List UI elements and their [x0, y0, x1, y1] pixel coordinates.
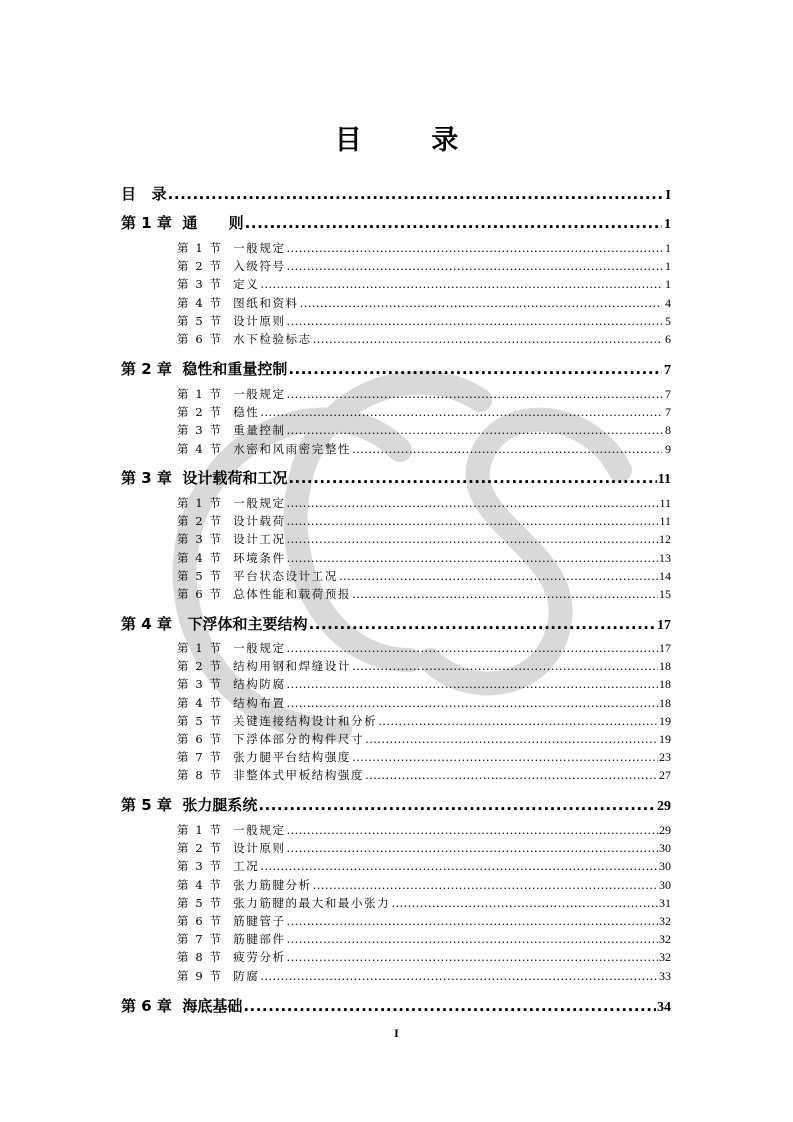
- toc-leader-dots: [287, 696, 658, 710]
- toc-leader-dots: [287, 496, 659, 510]
- toc-section-title: 第 1 节 一般规定: [177, 496, 286, 510]
- toc-section-title: 第 3 节 结构防腐: [177, 677, 286, 692]
- toc-section-entry[interactable]: [177, 676, 671, 692]
- toc-section-page: 11: [659, 514, 671, 529]
- toc-chapter-entry[interactable]: [121, 212, 671, 232]
- toc-section-page: 18: [659, 659, 671, 674]
- toc-chapter-title: 第 2 章 稳性和重量控制: [121, 360, 288, 378]
- toc-section-page: 32: [659, 932, 671, 947]
- toc-section-title: 第 8 节 疲劳分析: [177, 950, 286, 965]
- toc-section-title: 第 2 节 结构用钢和焊缝设计: [177, 659, 352, 674]
- toc-leader-dots: [288, 469, 656, 487]
- toc-section-page: 18: [659, 695, 671, 710]
- toc-leader-dots: [287, 532, 658, 546]
- toc-section-entry[interactable]: [177, 749, 671, 765]
- toc-section-entry[interactable]: [177, 767, 671, 783]
- toc-chapter-page: 34: [657, 1000, 671, 1015]
- toc-section-title: 第 4 节 环境条件: [177, 550, 286, 565]
- toc-chapter-page: 29: [657, 799, 671, 814]
- toc-section-title: 第 2 节 稳性: [177, 405, 260, 420]
- toc-section-title: 第 6 节 水下检验标志: [177, 332, 312, 346]
- toc-leader-dots: [260, 969, 658, 983]
- toc-chapter-entry[interactable]: [121, 995, 671, 1015]
- toc-section-title: 第 9 节 防腐: [177, 968, 260, 983]
- toc-section-page: 1: [665, 277, 671, 292]
- toc-section-entry[interactable]: [177, 877, 671, 893]
- toc-section-title: 第 1 节 一般规定: [177, 241, 286, 255]
- toc-leader-dots: [287, 551, 658, 565]
- toc-chapter-title: 第 6 章 海底基础: [121, 997, 243, 1015]
- toc-leader-dots: [287, 241, 662, 255]
- toc-chapter-title: 第 1 章 通 则: [121, 214, 244, 232]
- toc-section-entry[interactable]: [177, 695, 671, 711]
- toc-leader-dots: [287, 841, 658, 855]
- toc-section-entry[interactable]: [177, 713, 671, 729]
- toc-leader-dots: [287, 914, 658, 928]
- toc-section-entry[interactable]: [177, 822, 671, 838]
- toc-section-title: 第 5 节 平台状态设计工况: [177, 568, 338, 583]
- toc-section-entry[interactable]: [177, 840, 671, 856]
- toc-section-page: 27: [659, 768, 671, 783]
- toc-section-entry[interactable]: [177, 422, 671, 438]
- toc-section-entry[interactable]: [177, 258, 671, 274]
- toc-section-page: 13: [659, 550, 671, 565]
- toc-leader-dots: [288, 360, 662, 378]
- toc-section-entry[interactable]: [177, 895, 671, 911]
- toc-section-page: 32: [659, 950, 671, 965]
- toc-section-title: 第 2 节 设计载荷: [177, 514, 286, 529]
- toc-chapter-page: 7: [664, 363, 671, 378]
- toc-section-title: 第 5 节 关键连接结构设计和分析: [177, 713, 378, 728]
- toc-section-title: 第 6 节 下浮体部分的构件尺寸: [177, 732, 365, 746]
- toc-leader-dots: [287, 259, 662, 273]
- toc-section-entry[interactable]: [177, 640, 671, 656]
- toc-section-entry[interactable]: [177, 404, 671, 420]
- toc-leader-dots: [313, 878, 658, 892]
- toc-section-title: 第 6 节 筋腱管子: [177, 914, 286, 928]
- toc-section-title: 第 1 节 一般规定: [177, 387, 286, 401]
- toc-section-page: 14: [659, 568, 671, 583]
- toc-section-page: 12: [659, 532, 671, 547]
- toc-leader-dots: [287, 950, 658, 964]
- toc-section-entry[interactable]: [177, 949, 671, 965]
- toc-section-title: 第 4 节 图纸和资料: [177, 295, 299, 310]
- toc-section-title: 第 8 节 非整体式甲板结构强度: [177, 768, 365, 783]
- toc-section-entry[interactable]: [177, 968, 671, 984]
- toc-leader-dots: [287, 932, 658, 946]
- toc-section-title: 第 6 节 总体性能和载荷预报: [177, 587, 352, 601]
- toc-section-entry[interactable]: [177, 531, 671, 547]
- toc-leader-dots: [260, 277, 662, 291]
- toc-section-title: 第 4 节 结构布置: [177, 695, 286, 710]
- toc-section-page: 30: [659, 877, 671, 892]
- toc-chapter-entry[interactable]: [121, 467, 671, 487]
- toc-chapter-page: I: [665, 188, 671, 203]
- toc-section-page: 7: [665, 405, 671, 420]
- toc-chapter-entry[interactable]: [121, 613, 671, 633]
- toc-leader-dots: [168, 185, 662, 203]
- toc-section-title: 第 3 节 重量控制: [177, 423, 286, 438]
- toc-leader-dots: [309, 615, 656, 633]
- toc-leader-dots: [287, 387, 662, 401]
- toc-section-entry[interactable]: [177, 240, 671, 256]
- toc-chapter-entry[interactable]: [121, 794, 671, 814]
- toc-section-page: 33: [659, 968, 671, 983]
- toc-section-page: 6: [665, 332, 671, 346]
- toc-leader-dots: [260, 405, 662, 419]
- toc-leader-dots: [245, 214, 662, 232]
- toc-section-title: 第 2 节 设计原则: [177, 841, 286, 856]
- toc-section-entry[interactable]: [177, 568, 671, 584]
- toc-section-title: 第 1 节 一般规定: [177, 823, 286, 837]
- toc-section-page: 15: [659, 587, 671, 601]
- toc-chapter-page: 1: [664, 217, 671, 232]
- toc-chapter-page: 17: [657, 618, 671, 633]
- toc-leader-dots: [378, 714, 658, 728]
- toc-section-title: 第 7 节 筋腱部件: [177, 932, 286, 947]
- toc-section-entry[interactable]: [177, 331, 671, 347]
- toc-section-page: 4: [665, 295, 671, 310]
- toc-section-entry[interactable]: [177, 658, 671, 674]
- toc-section-title: 第 3 节 定义: [177, 277, 260, 292]
- toc-section-entry[interactable]: [177, 858, 671, 874]
- toc-section-entry[interactable]: [177, 513, 671, 529]
- toc-section-page: 30: [659, 841, 671, 856]
- toc-chapter-title: 第 3 章 设计载荷和工况: [121, 469, 288, 487]
- toc-section-page: 1: [665, 259, 671, 274]
- toc-leader-dots: [287, 514, 659, 528]
- toc-leader-dots: [287, 677, 658, 691]
- toc-section-page: 7: [665, 387, 671, 401]
- toc-section-entry[interactable]: [177, 586, 671, 602]
- toc-section-page: 8: [665, 423, 671, 438]
- toc-section-page: 31: [659, 895, 671, 910]
- toc-section-page: 32: [659, 914, 671, 928]
- toc-leader-dots: [258, 796, 656, 814]
- toc-chapter-entry[interactable]: [121, 183, 671, 203]
- toc-section-entry[interactable]: [177, 913, 671, 929]
- toc-section-entry[interactable]: [177, 276, 671, 292]
- toc-leader-dots: [313, 332, 662, 346]
- toc-section-page: 17: [659, 641, 671, 655]
- toc-section-entry[interactable]: [177, 295, 671, 311]
- toc-section-page: 5: [665, 313, 671, 328]
- toc-section-title: 第 5 节 张力筋腱的最大和最小张力: [177, 895, 391, 910]
- toc-section-title: 第 4 节 张力筋腱分析: [177, 877, 312, 892]
- toc-section-title: 第 4 节 水密和风雨密完整性: [177, 441, 352, 456]
- toc-section-page: 18: [659, 677, 671, 692]
- toc-section-page: 19: [659, 732, 671, 746]
- toc-leader-dots: [391, 896, 658, 910]
- toc-leader-dots: [339, 569, 658, 583]
- toc-section-entry[interactable]: [177, 931, 671, 947]
- toc-leader-dots: [287, 314, 662, 328]
- toc-leader-dots: [287, 823, 658, 837]
- toc-section-page: 29: [659, 823, 671, 837]
- page-title: 目 录: [334, 125, 489, 156]
- toc-leader-dots: [365, 732, 658, 746]
- toc-section-page: 1: [665, 241, 671, 255]
- toc-section-title: 第 2 节 入级符号: [177, 259, 286, 274]
- toc-leader-dots: [243, 997, 656, 1015]
- toc-section-entry[interactable]: [177, 731, 671, 747]
- toc-section-page: 23: [659, 750, 671, 765]
- toc-leader-dots: [352, 659, 658, 673]
- toc-section-page: 30: [659, 859, 671, 874]
- toc-section-entry[interactable]: [177, 550, 671, 566]
- toc-leader-dots: [365, 768, 658, 782]
- toc-section-page: 19: [659, 713, 671, 728]
- toc-section-title: 第 1 节 一般规定: [177, 641, 286, 655]
- toc-section-title: 第 5 节 设计原则: [177, 313, 286, 328]
- toc-chapter-entry[interactable]: [121, 358, 671, 378]
- toc-chapter-title: 第 4 章 下浮体和主要结构: [121, 615, 308, 633]
- toc-chapter-title: 目 录: [121, 185, 167, 203]
- toc-chapter-title: 第 5 章 张力腿系统: [121, 796, 258, 814]
- toc-leader-dots: [300, 296, 662, 310]
- toc-leader-dots: [287, 423, 662, 437]
- page-number: I: [394, 1026, 399, 1040]
- toc-section-entry[interactable]: [177, 495, 671, 511]
- toc-section-page: 11: [659, 496, 671, 510]
- toc-section-page: 9: [665, 441, 671, 456]
- toc-leader-dots: [287, 641, 658, 655]
- toc-leader-dots: [352, 750, 658, 764]
- toc-section-entry[interactable]: [177, 386, 671, 402]
- toc-leader-dots: [352, 587, 658, 601]
- toc-section-title: 第 3 节 工况: [177, 859, 260, 874]
- toc-section-title: 第 3 节 设计工况: [177, 532, 286, 547]
- toc-leader-dots: [352, 442, 662, 456]
- toc-leader-dots: [260, 859, 658, 873]
- toc-section-entry[interactable]: [177, 313, 671, 329]
- toc-chapter-page: 11: [657, 472, 671, 487]
- toc-section-title: 第 7 节 张力腿平台结构强度: [177, 750, 352, 765]
- toc-section-entry[interactable]: [177, 441, 671, 457]
